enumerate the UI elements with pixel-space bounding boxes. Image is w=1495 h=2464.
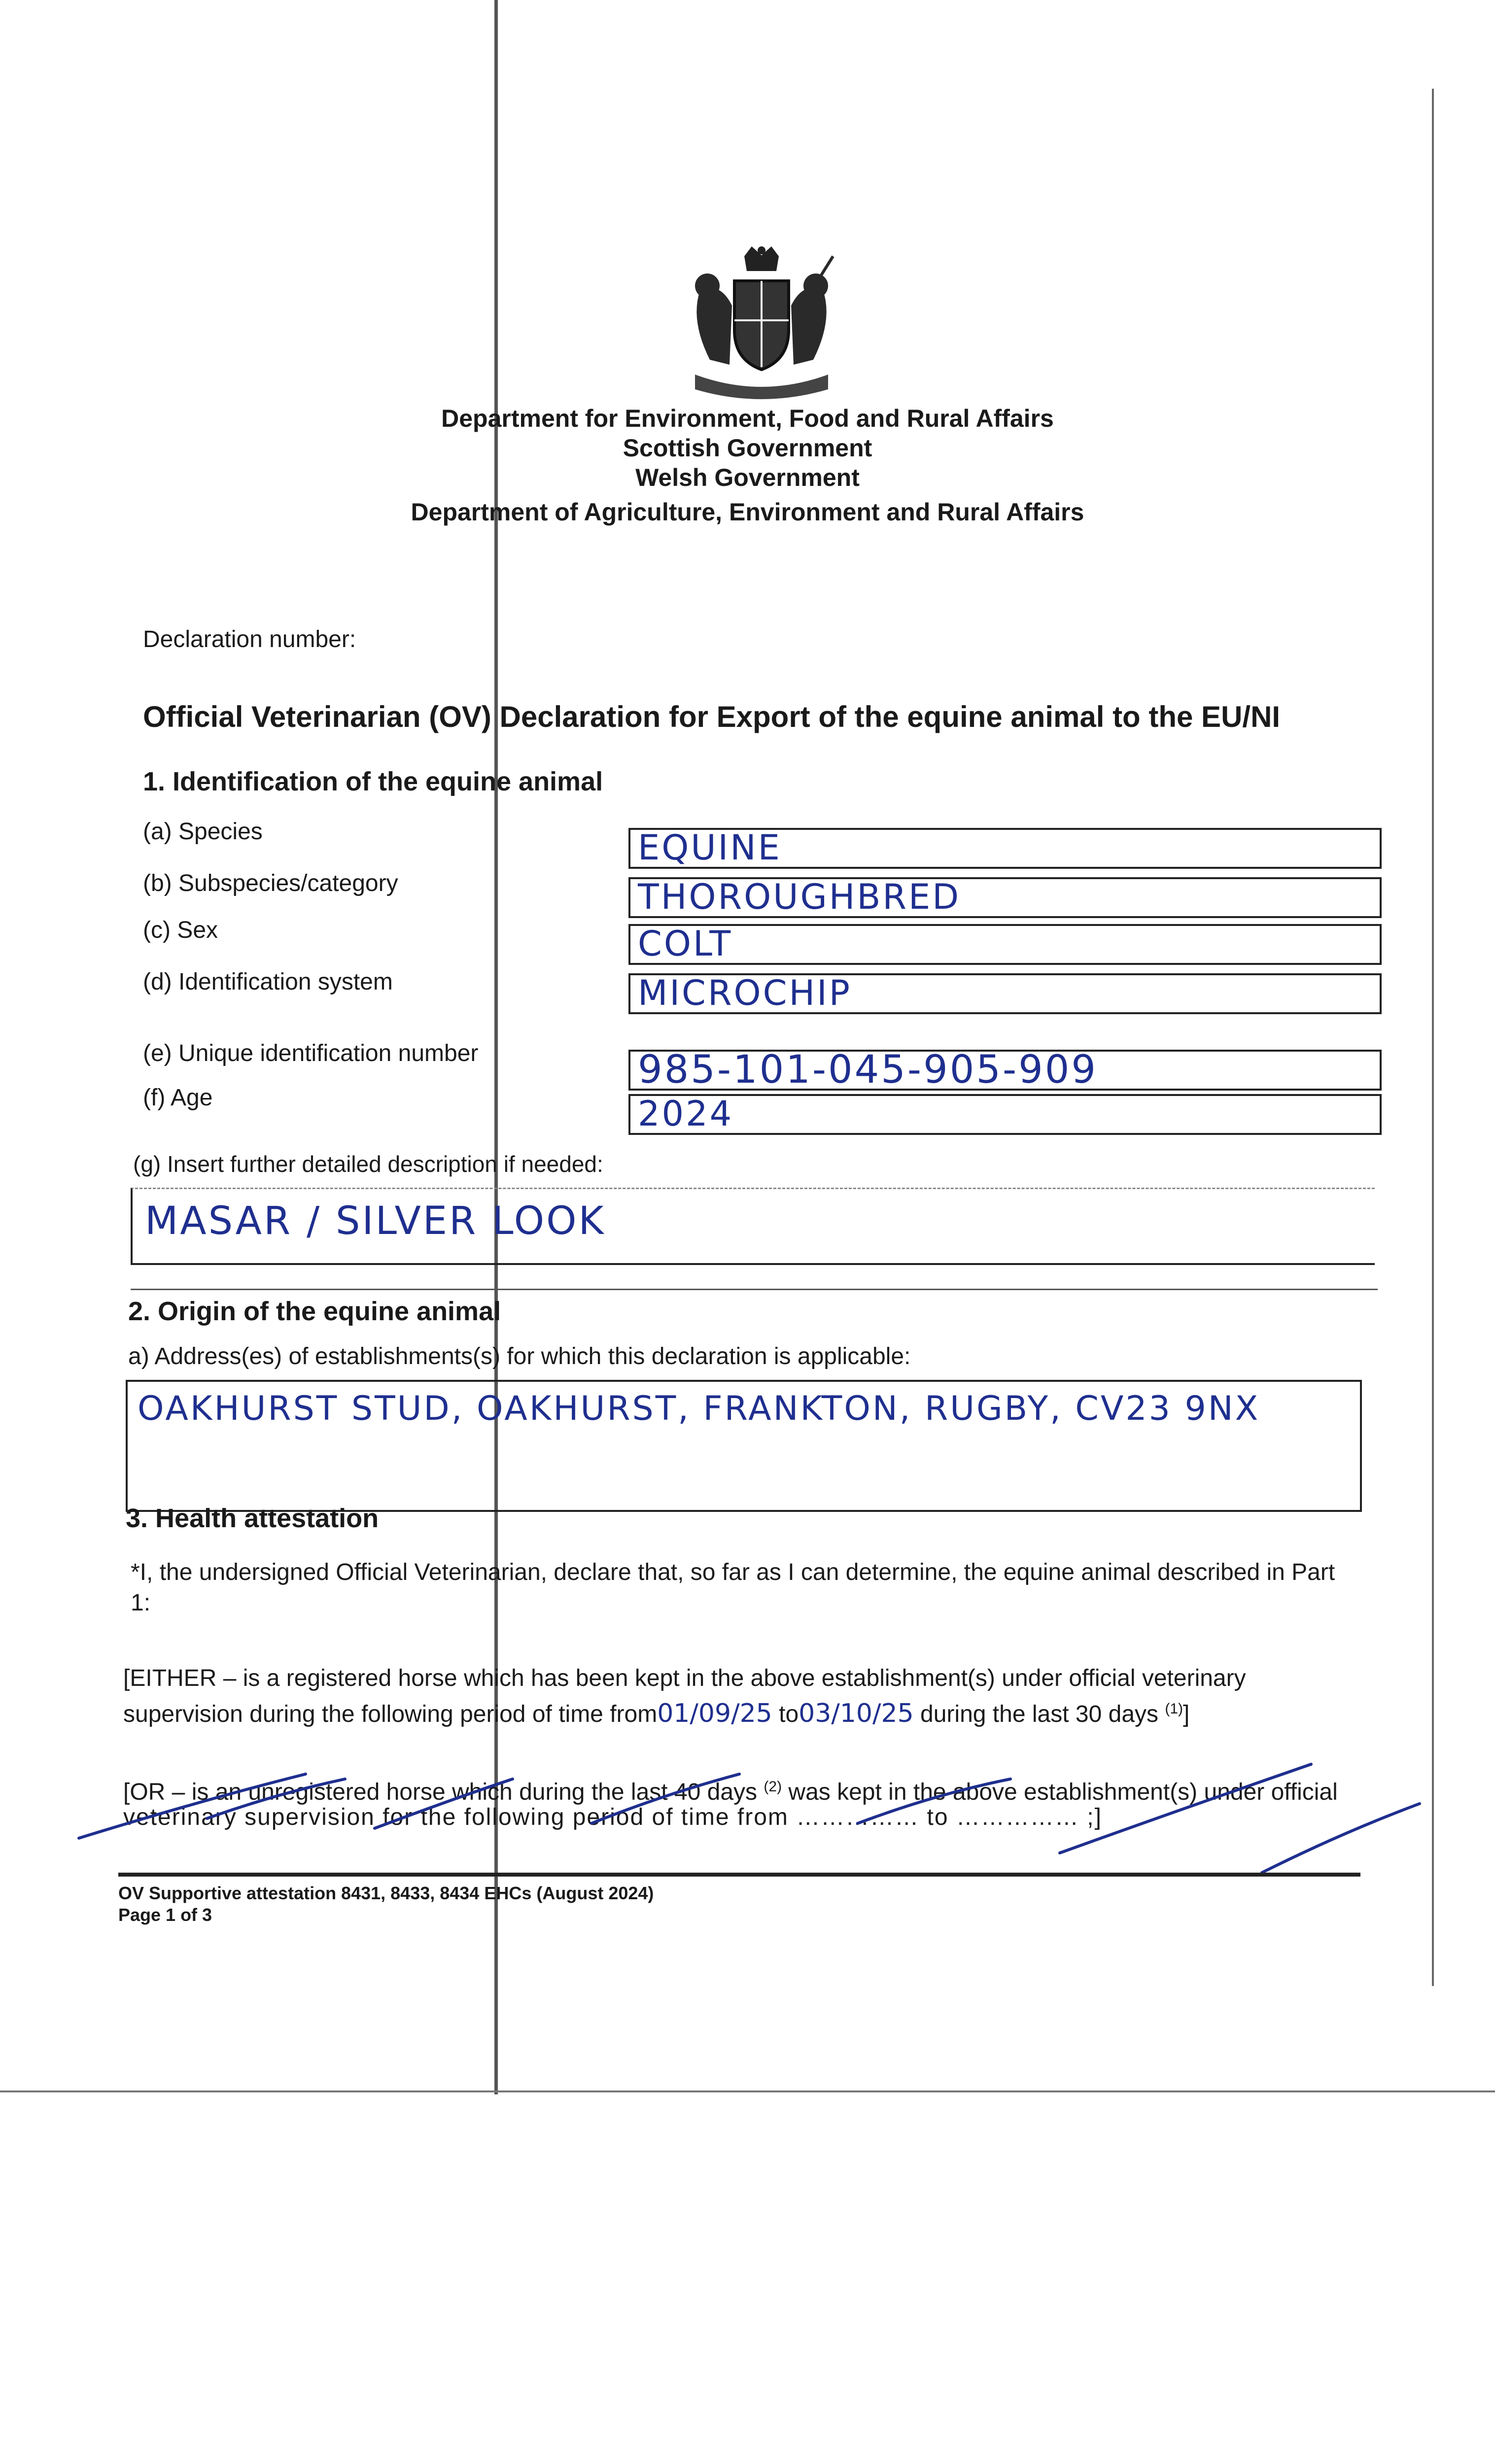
scan-bottom-edge-line [0, 2090, 1495, 2092]
or-text-b: was kept in the above establishment(s) under official [788, 1779, 1338, 1805]
unique-id-label: (e) Unique identification number [143, 1040, 479, 1066]
subspecies-label: (b) Subspecies/category [143, 870, 398, 896]
section1-divider [131, 1289, 1378, 1290]
age-field[interactable] [628, 1094, 1382, 1135]
or-footnote: (2) [764, 1779, 782, 1795]
header-line-2: Scottish Government [623, 434, 872, 462]
intro-line-1: *I, the undersigned Official Veterinarian, declare that, so far as I can determine, the equine animal described in Part [131, 1559, 1335, 1585]
further-description-label: (g) Insert further detailed description if needed: [133, 1151, 603, 1177]
species-label: (a) Species [143, 819, 263, 845]
subspecies-value: THOROUGHBRED [638, 877, 961, 917]
sex-field[interactable] [628, 924, 1382, 965]
document-title: Official Veterinarian (OV) Declaration for Export of the equine animal to the EU/NI [143, 700, 1281, 733]
id-system-value: MICROCHIP [638, 973, 852, 1013]
id-system-field[interactable] [628, 973, 1382, 1014]
section1-heading: 1. Identification of the equine animal [143, 767, 603, 796]
footer-line-1: OV Supportive attestation 8431, 8433, 8434 EHCs (August 2024) [118, 1883, 654, 1903]
species-field[interactable] [628, 828, 1382, 869]
unique-id-value: 985-101-045-905-909 [638, 1048, 1098, 1092]
either-footnote: (1) [1165, 1701, 1183, 1717]
footer-page-number: Page 1 of 3 [118, 1905, 212, 1925]
header-line-1: Department for Environment, Food and Rural Affairs [441, 405, 1054, 432]
sex-label: (c) Sex [143, 917, 218, 943]
header-line-4: Department of Agriculture, Environment and Rural Affairs [411, 498, 1084, 526]
address-value: OAKHURST STUD, OAKHURST, FRANKTON, RUGBY, CV23 9NX [138, 1389, 1260, 1428]
or-text-a: [OR – is an unregistered horse which during the last 40 days [123, 1779, 758, 1805]
age-label: (f) Age [143, 1085, 213, 1111]
or-line-2: veterinary supervision for the following period of time from …………… to …………… ;] [123, 1804, 1102, 1830]
scan-right-edge-line [1432, 89, 1434, 1986]
bottom-rule [118, 1873, 1360, 1877]
royal-crest [680, 246, 843, 399]
sex-value: COLT [638, 924, 733, 964]
declaration-number-label: Declaration number: [143, 626, 356, 652]
species-value: EQUINE [638, 827, 782, 868]
section3-heading: 3. Health attestation [126, 1504, 379, 1533]
intro-line-2: 1: [131, 1590, 151, 1616]
either-to-word: to [779, 1701, 799, 1727]
either-text-b: during the last 30 days [920, 1701, 1159, 1727]
either-line-1: [EITHER – is a registered horse which has been kept in the above establishment(s) under official veterinary [123, 1665, 1246, 1691]
further-description-value: MASAR / SILVER LOOK [145, 1199, 606, 1243]
header-line-3: Welsh Government [635, 464, 860, 491]
either-from-date[interactable]: 01/09/25 [657, 1699, 772, 1728]
either-end: ] [1183, 1701, 1190, 1727]
address-field[interactable] [126, 1380, 1362, 1512]
address-label: a) Address(es) of establishments(s) for which this declaration is applicable: [128, 1343, 911, 1369]
section2-heading: 2. Origin of the equine animal [128, 1297, 501, 1326]
unique-id-field[interactable] [628, 1050, 1382, 1091]
either-text-a: supervision during the following period of time from [123, 1701, 658, 1727]
subspecies-field[interactable] [628, 877, 1382, 918]
either-to-date[interactable]: 03/10/25 [799, 1699, 914, 1728]
further-description-box[interactable] [131, 1188, 1375, 1265]
id-system-label: (d) Identification system [143, 969, 393, 995]
age-value: 2024 [638, 1094, 734, 1134]
